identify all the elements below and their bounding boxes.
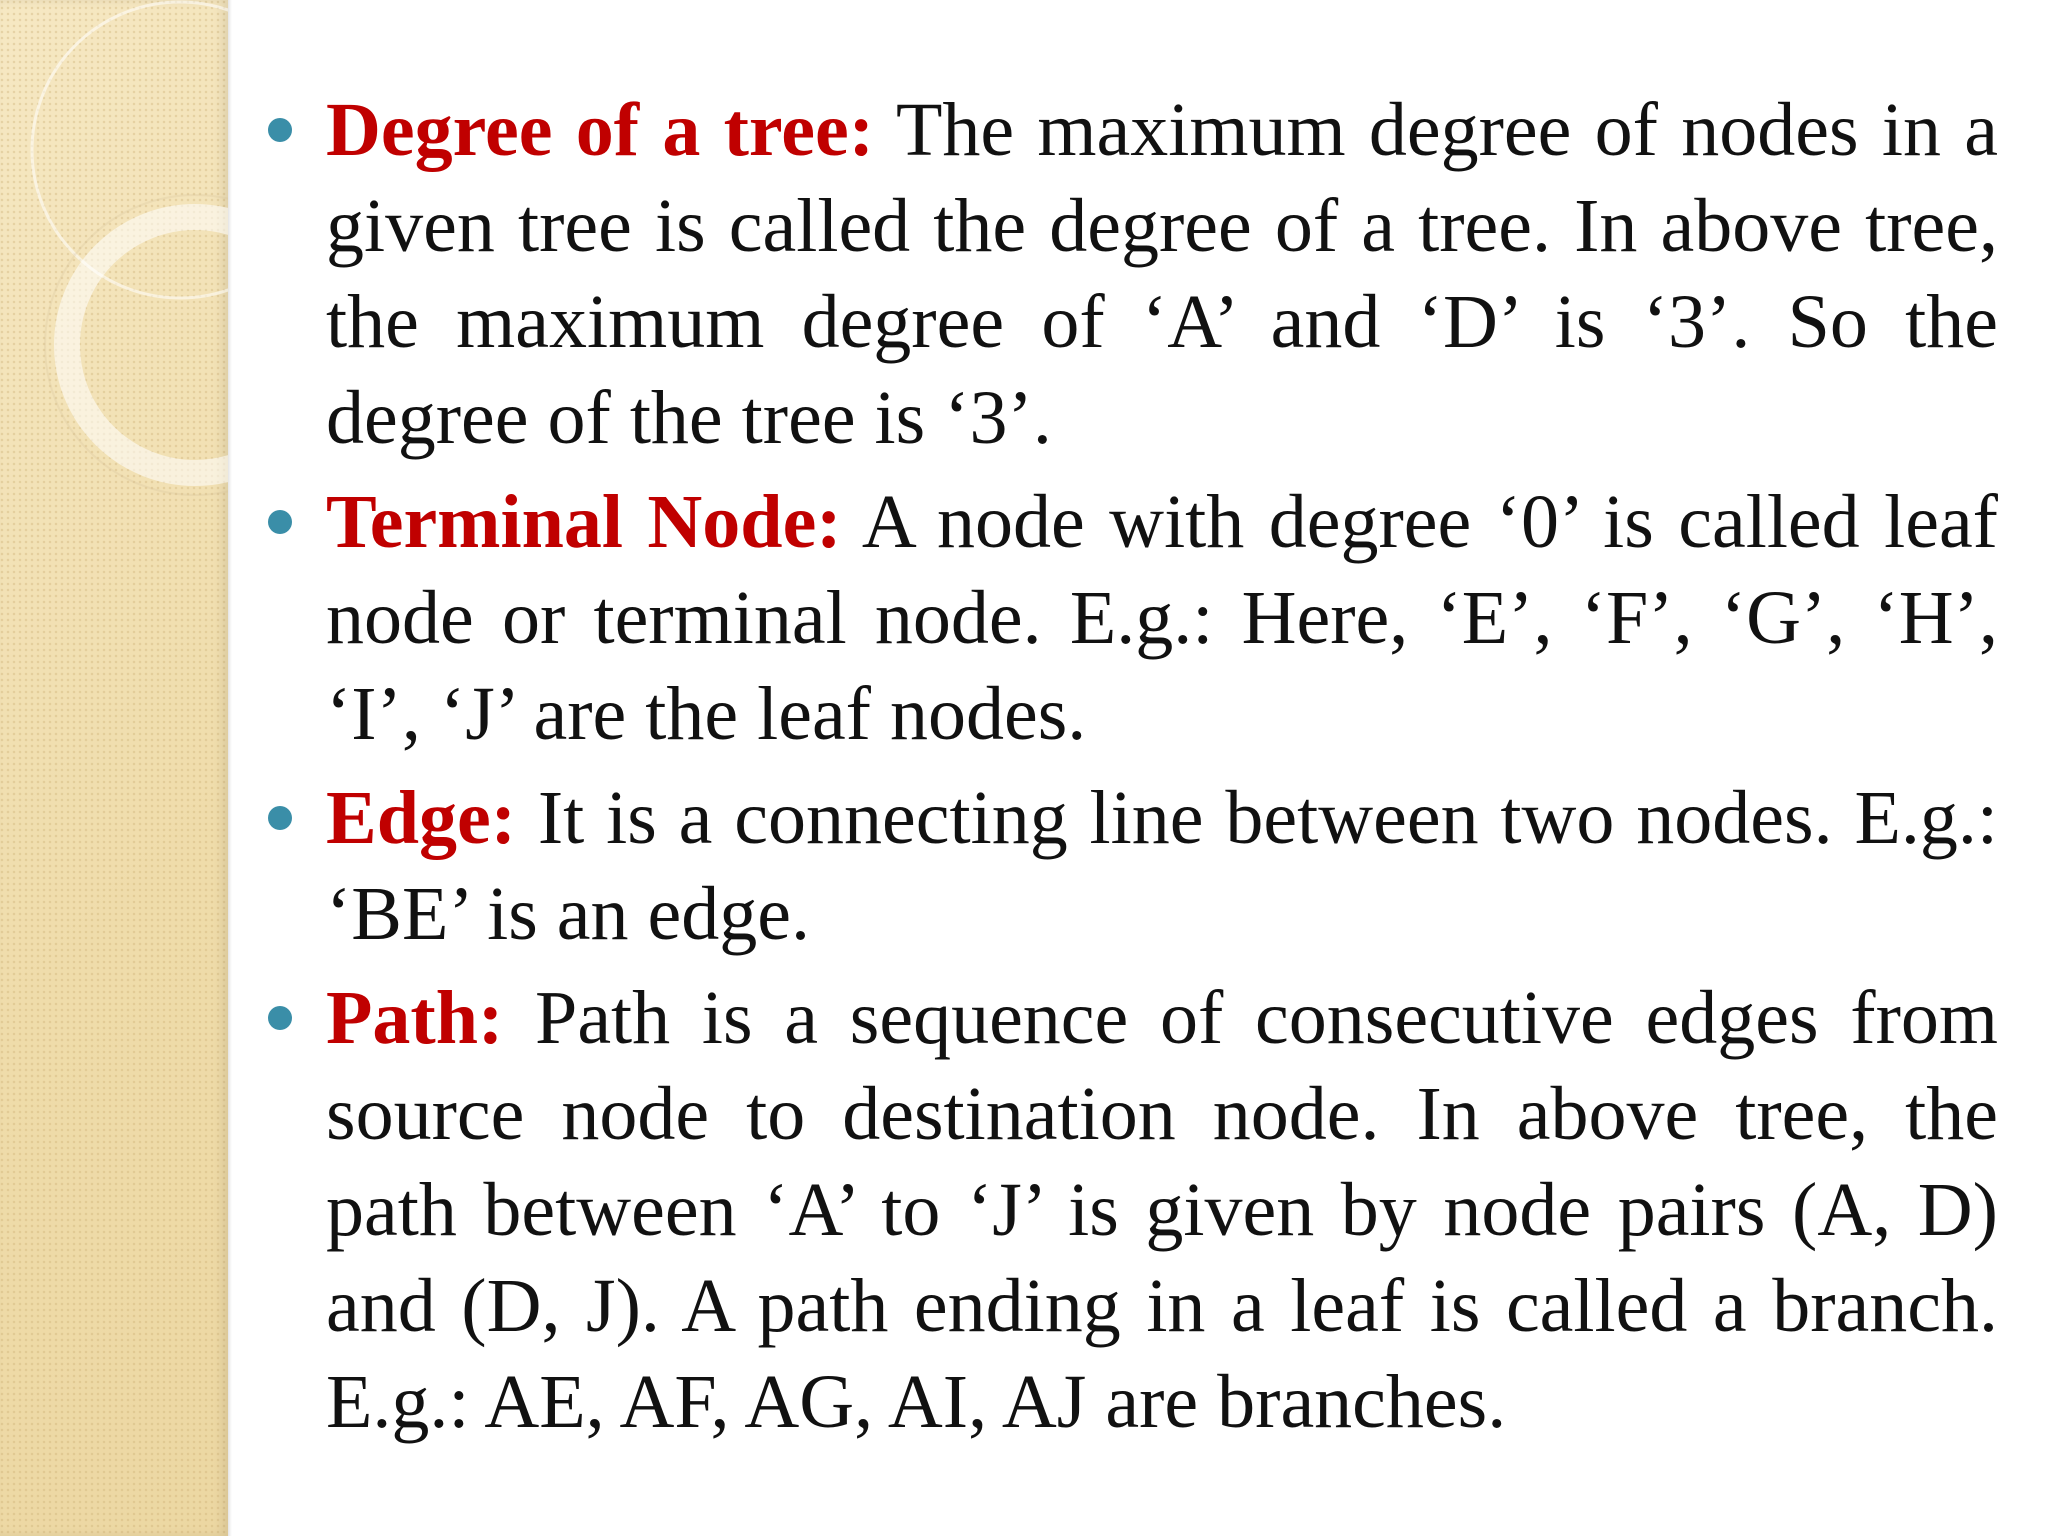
bullet-term: Edge: [326, 776, 516, 860]
bullet-term: Terminal Node: [326, 480, 842, 564]
slide-body [258, 82, 1998, 1458]
bullet-dot-icon [268, 806, 292, 830]
bullet-dot-icon [268, 510, 292, 534]
bullet-list [258, 82, 1998, 1450]
bullet-terminal-node [258, 474, 1998, 762]
bullet-edge [258, 770, 1998, 962]
bullet-term: Degree of a tree: [326, 88, 875, 172]
decorative-side-panel [0, 0, 228, 1536]
decorative-rings [0, 0, 228, 520]
bullet-text: The maximum degree of nodes in a given tree is called the degree of a tree. In above tree, the maximum degree of ‘A’ and ‘D’ is ‘3’. So the degree of the tree is ‘3’. [326, 88, 1998, 460]
bullet-degree-of-tree [258, 82, 1998, 466]
bullet-term: Path: [326, 976, 504, 1060]
bullet-text: Path is a sequence of consecutive edges from source node to destination node. In above tree, the path between ‘A’ to ‘J’ is given by node pairs (A, D) and (D, J). A path ending in a leaf is called a branch. E.g.: AE, AF, AG, AI, AJ are branches. [326, 976, 1998, 1444]
bullet-dot-icon [268, 1006, 292, 1030]
bullet-path [258, 970, 1998, 1450]
bullet-text: It is a connecting line between two nodes. E.g.: ‘BE’ is an edge. [326, 776, 1998, 956]
bullet-text: A node with degree ‘0’ is called leaf node or terminal node. E.g.: Here, ‘E’, ‘F’, ‘G’, ‘H’, ‘I’, ‘J’ are the leaf nodes. [326, 480, 1998, 756]
bullet-dot-icon [268, 118, 292, 142]
side-panel-shadow [228, 0, 232, 1536]
